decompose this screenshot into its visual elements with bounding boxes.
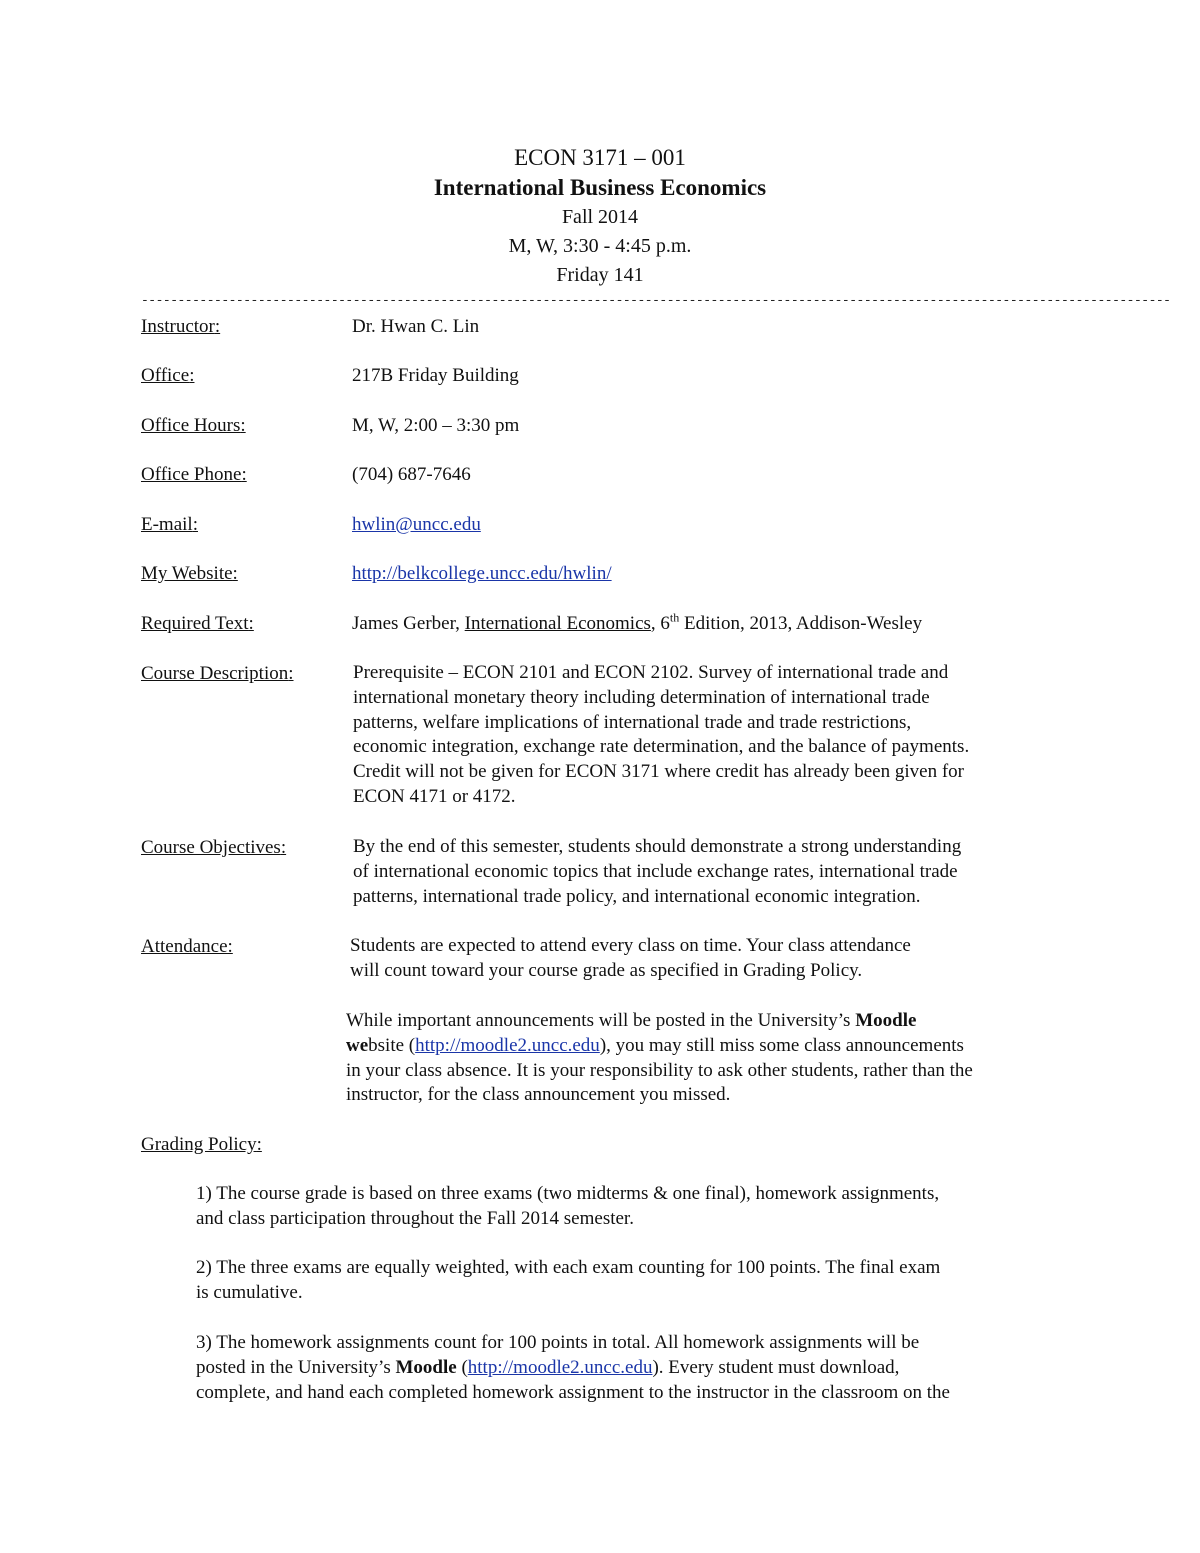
course-term: Fall 2014 (561, 206, 639, 228)
grading-policy-label: Grading Policy: (141, 1134, 262, 1155)
text-author: James Gerber, (352, 613, 465, 634)
syllabus-header (0, 143, 1200, 290)
attendance-line: Students are expected to attend every class on time. Your class attendance (350, 935, 911, 956)
course-description-text (353, 661, 969, 810)
moodle-bold: Moodle (855, 1010, 917, 1031)
office-phone-value: (704) 687-7646 (352, 464, 471, 485)
text-book-title: International Economics (464, 613, 651, 634)
description-line: Prerequisite – ECON 2101 and ECON 2102. Survey of international trade and (353, 662, 949, 683)
grading-line: and class participation throughout the Fall 2014 semester. (196, 1207, 634, 1229)
office-value: 217B Friday Building (352, 365, 519, 386)
objectives-line: By the end of this semester, students should demonstrate a strong understanding (353, 836, 962, 857)
moodle-line-4: instructor, for the class announcement you missed. (346, 1084, 731, 1106)
office-label: Office: (141, 365, 195, 386)
grading-line: 1) The course grade is based on three exams (two midterms & one final), homework assignments, (196, 1183, 940, 1204)
grading-line: complete, and hand each completed homework assignment to the instructor in the classroom on the (196, 1381, 950, 1403)
moodle-line-2: website (http://moodle2.uncc.edu), you may still miss some class announcements (346, 1034, 964, 1056)
website-value (352, 561, 612, 586)
office-hours-value: M, W, 2:00 – 3:30 pm (352, 415, 520, 436)
grading-line: 2) The three exams are equally weighted, with each exam counting for 100 points. The final exam (196, 1257, 941, 1278)
description-line: patterns, welfare implications of international trade and trade restrictions, (353, 711, 912, 733)
attendance-line: will count toward your course grade as specified in Grading Policy. (350, 959, 863, 981)
office-phone-label: Office Phone: (141, 464, 247, 485)
grading-line: 3) The homework assignments count for 100 points in total. All homework assignments will be (196, 1332, 920, 1353)
grading-item-1 (196, 1182, 939, 1232)
grading-item-3 (196, 1331, 950, 1405)
required-text-label: Required Text: (141, 613, 254, 634)
grading-line: is cumulative. (196, 1281, 303, 1303)
course-description-label: Course Description: (141, 663, 294, 684)
email-value (352, 512, 481, 537)
website-link[interactable]: http://belkcollege.uncc.edu/hwlin/ (352, 563, 612, 584)
website-label: My Website: (141, 563, 238, 584)
objectives-line: of international economic topics that include exchange rates, international trade (353, 860, 958, 882)
grading-item-2 (196, 1256, 940, 1306)
email-link[interactable]: hwlin@uncc.edu (352, 514, 481, 535)
text-edition-suffix: th (669, 610, 680, 625)
course-objectives-label: Course Objectives: (141, 837, 287, 858)
instructor-value: Dr. Hwan C. Lin (352, 316, 480, 337)
course-title: International Business Economics (433, 175, 767, 200)
description-line: economic integration, exchange rate determination, and the balance of payments. (353, 736, 970, 758)
description-line: ECON 4171 or 4172. (353, 785, 516, 807)
course-objectives-text (353, 835, 961, 909)
office-hours-label: Office Hours: (141, 415, 246, 436)
attendance-label: Attendance: (141, 936, 233, 957)
grading-line: posted in the University’s Moodle (http://moodle2.uncc.edu). Every student must download, (196, 1356, 900, 1378)
course-code: ECON 3171 – 001 (514, 145, 686, 170)
required-text-value (352, 611, 922, 636)
moodle-link[interactable]: http://moodle2.uncc.edu (415, 1034, 600, 1056)
moodle-line-3: in your class absence. It is your responsibility to ask other students, rather than the (346, 1059, 973, 1081)
dashed-divider: --------------------------------------------------------------------------------------------------------------------------------------------- (141, 293, 1171, 308)
text-edition-rest: Edition, 2013, Addison-Wesley (679, 613, 923, 634)
description-line: international monetary theory including determination of international trade (353, 686, 930, 708)
course-schedule: M, W, 3:30 - 4:45 p.m. (508, 235, 692, 257)
instructor-label: Instructor: (141, 316, 221, 337)
text-edition-number: , 6 (650, 613, 670, 634)
objectives-line: patterns, international trade policy, and international economic integration. (353, 885, 921, 907)
moodle-line-1: While important announcements will be posted in the University’s Moodle (346, 1010, 917, 1031)
description-line: Credit will not be given for ECON 3171 where credit has already been given for (353, 761, 964, 783)
course-room: Friday 141 (556, 264, 644, 286)
attendance-text (350, 934, 911, 984)
moodle-announcement-text (346, 1009, 973, 1108)
moodle-link-grading[interactable]: http://moodle2.uncc.edu (467, 1356, 653, 1378)
email-label: E-mail: (141, 514, 198, 535)
